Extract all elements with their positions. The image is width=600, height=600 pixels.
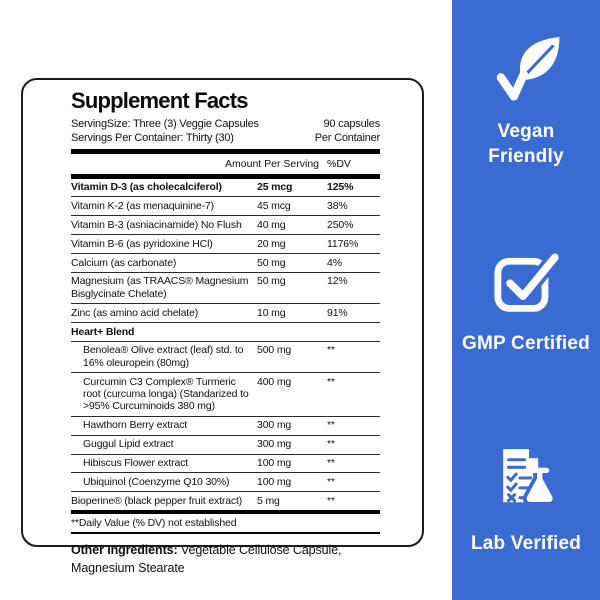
badge-label: Vegan Friendly	[488, 120, 564, 167]
table-row	[71, 273, 380, 304]
divider-thick-top	[71, 149, 380, 154]
table-row	[71, 216, 380, 235]
row-amount: 45 mcg	[257, 199, 291, 212]
row-name: **Daily Value (% DV) not established	[71, 516, 237, 529]
certification-badge	[452, 200, 600, 400]
certification-sidebar	[452, 0, 600, 600]
per-container-text: Per Container	[314, 132, 380, 145]
row-dv: **	[327, 457, 335, 470]
row-name: Bioperine® (black pepper fruit extract)	[71, 494, 243, 507]
table-row	[71, 179, 380, 198]
table-row	[71, 436, 380, 455]
row-name: Ubiquinol (Coenzyme Q10 30%)	[83, 475, 230, 488]
serving-size-lines	[71, 117, 259, 146]
row-dv: **	[327, 344, 335, 357]
row-dv: **	[327, 438, 335, 451]
supplement-facts-title: Supplement Facts	[71, 88, 248, 113]
table-row	[71, 254, 380, 273]
row-name: Zinc (as amino acid chelate)	[71, 306, 199, 319]
certification-badge	[452, 0, 600, 200]
row-dv: **	[327, 475, 335, 488]
serving-info	[71, 117, 380, 146]
row-dv: 91%	[327, 306, 348, 319]
row-dv: 250%	[327, 218, 354, 231]
row-dv: 1176%	[327, 237, 359, 250]
row-name: Vitamin D-3 (as cholecalciferol)	[71, 181, 222, 194]
row-dv: **	[327, 375, 335, 388]
row-dv: 38%	[327, 199, 348, 212]
row-name: Calcium (as carbonate)	[71, 256, 177, 269]
row-name: Magnesium (as TRAACS® Magnesium Bisglycinate Chelate)	[71, 275, 249, 300]
row-dv: 125%	[327, 181, 354, 194]
badge-label: GMP Certified	[462, 333, 590, 355]
certification-badge	[452, 400, 600, 600]
badge-label: Lab Verified	[470, 533, 582, 555]
facts-table	[71, 179, 380, 535]
amount-per-serving-header: Amount Per Serving	[225, 157, 319, 170]
other-ingredients	[71, 541, 380, 577]
row-dv: 4%	[327, 256, 342, 269]
table-row	[71, 417, 380, 436]
row-amount: 5 mg	[257, 494, 280, 507]
row-amount: 100 mg	[257, 475, 292, 488]
table-row	[71, 235, 380, 254]
other-ingredients-text: Vegetable Cellulose Capsule, Magnesium Stearate	[71, 543, 342, 576]
row-amount: 50 mg	[257, 275, 286, 288]
row-amount: 100 mg	[257, 457, 292, 470]
serving-size-line: ServingSize: Three (3) Veggie Capsules	[71, 118, 259, 130]
row-dv: **	[327, 419, 335, 432]
row-amount: 10 mg	[257, 306, 286, 319]
table-row	[71, 197, 380, 216]
capsule-count-lines	[315, 117, 380, 146]
table-row	[71, 373, 380, 417]
row-amount: 400 mg	[257, 375, 292, 388]
row-name: Benolea® Olive extract (leaf) std. to 16% oleuropein (80mg)	[83, 344, 244, 369]
servings-per-container-line: Servings Per Container: Thirty (30)	[71, 132, 234, 145]
row-name: Vitamin B-3 (asniacinamide) No Flush	[71, 218, 242, 231]
row-dv: 12%	[327, 275, 348, 288]
other-ingredients-label: Other Ingredients:	[71, 543, 178, 558]
row-amount: 50 mg	[257, 256, 286, 269]
row-amount: 500 mg	[257, 344, 292, 357]
row-name: Hibiscus Flower extract	[83, 457, 189, 470]
row-name: Hawthorn Berry extract	[83, 419, 188, 432]
vegan-leaf-icon	[488, 31, 564, 107]
row-amount: 20 mg	[257, 237, 286, 250]
table-row	[71, 342, 380, 373]
table-row	[71, 473, 380, 492]
row-dv: **	[327, 494, 335, 507]
row-name: Vitamin B-6 (as pyridoxine HCl)	[71, 237, 213, 250]
table-row	[71, 514, 380, 534]
capsule-count: 90 capsules	[323, 118, 380, 130]
row-amount: 300 mg	[257, 419, 292, 432]
table-row	[71, 455, 380, 474]
table-row	[71, 323, 380, 342]
row-amount: 300 mg	[257, 438, 292, 451]
row-name: Heart+ Blend	[71, 325, 135, 338]
dv-header: %DV	[327, 157, 351, 170]
row-name: Guggul Lipid extract	[83, 438, 174, 451]
row-name: Curcumin C3 Complex® Turmeric root (curcuma longa) (Standarized to >95% Curcuminoids 380 mg)	[83, 375, 249, 413]
table-header	[71, 156, 380, 172]
row-amount: 40 mg	[257, 218, 286, 231]
table-row	[71, 492, 380, 514]
row-name: Vitamin K-2 (as menaquinine-7)	[71, 199, 214, 212]
supplement-facts-panel	[21, 78, 424, 576]
lab-flask-checklist-icon	[488, 443, 564, 519]
table-row	[71, 304, 380, 323]
row-amount: 25 mcg	[257, 181, 293, 194]
gmp-checkbox-icon	[488, 243, 564, 319]
